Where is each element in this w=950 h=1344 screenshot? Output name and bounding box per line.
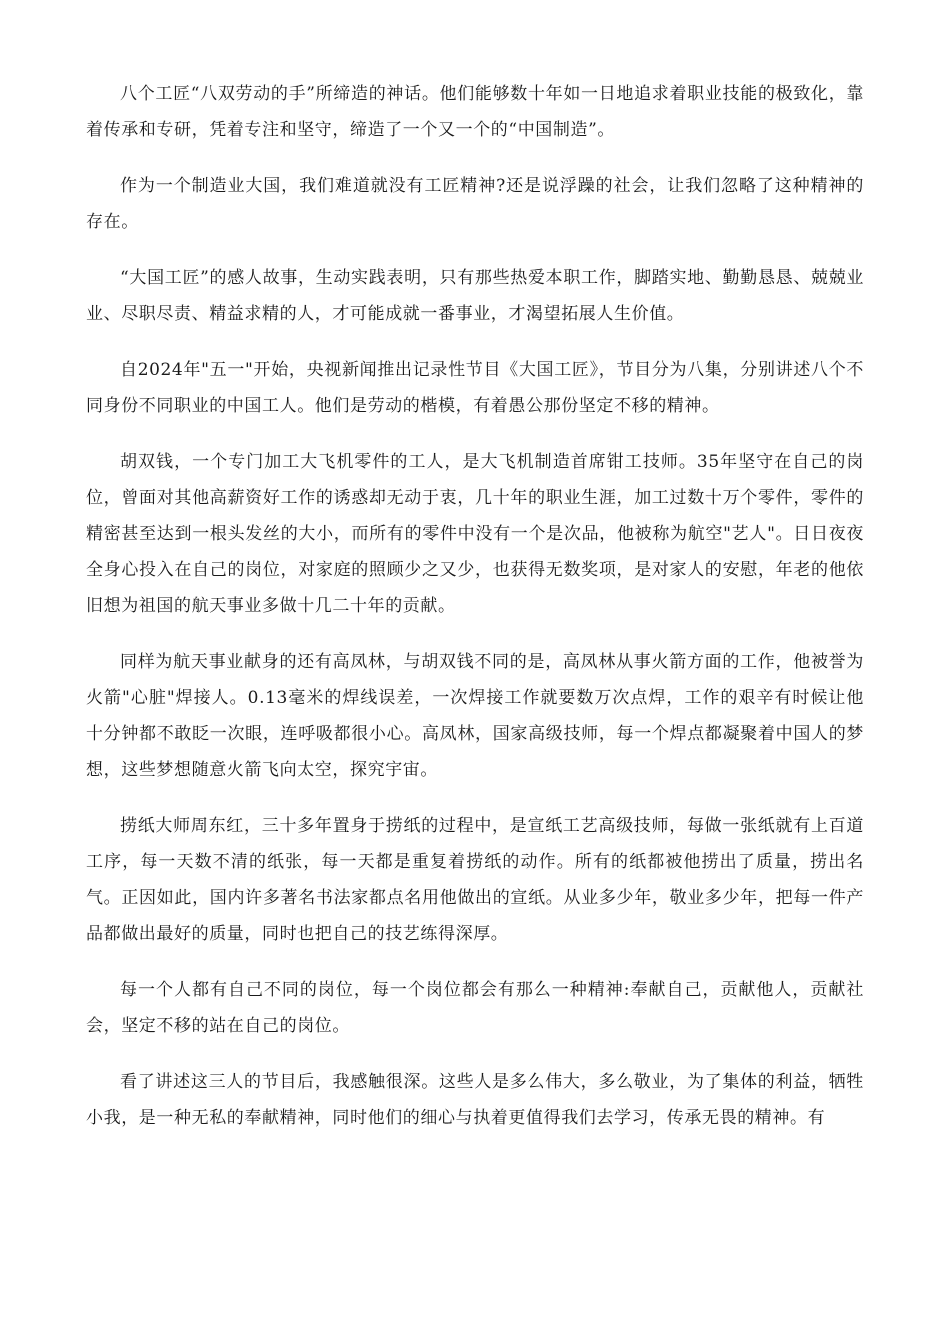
article-body bbox=[86, 76, 864, 1156]
paragraph-2: 作为一个制造业大国，我们难道就没有工匠精神?还是说浮躁的社会，让我们忽略了这种精神的存在。 bbox=[86, 176, 864, 232]
paragraph-5: 胡双钱，一个专门加工大飞机零件的工人，是大飞机制造首席钳工技师。35年坚守在自己的岗位，曾面对其他高薪资好工作的诱惑却无动于衷，几十年的职业生涯，加工过数十万个零件，零件的精密甚至达到一根头发丝的大小，而所有的零件中没有一个是次品，他被称为航空"艺人"。日日夜夜全身心投入在自己的岗位，对家庭的照顾少之又少，也获得无数奖项，是对家人的安慰，年老的他依旧想为祖国的航天事业多做十几二十年的贡献。 bbox=[86, 452, 864, 616]
paragraph-1: 八个工匠“八双劳动的手”所缔造的神话。他们能够数十年如一日地追求着职业技能的极致化，靠着传承和专研，凭着专注和坚守，缔造了一个又一个的“中国制造”。 bbox=[86, 84, 864, 140]
paragraph-6: 同样为航天事业献身的还有高凤林，与胡双钱不同的是，高凤林从事火箭方面的工作，他被誉为火箭"心脏"焊接人。0.13毫米的焊线误差，一次焊接工作就要数万次点焊，工作的艰辛有时候让他十分钟都不敢眨一次眼，连呼吸都很小心。高凤林，国家高级技师，每一个焊点都凝聚着中国人的梦想，这些梦想随意火箭飞向太空，探究宇宙。 bbox=[86, 652, 864, 780]
paragraph-9: 看了讲述这三人的节目后，我感触很深。这些人是多么伟大，多么敬业，为了集体的利益，牺牲小我，是一种无私的奉献精神，同时他们的细心与执着更值得我们去学习，传承无畏的精神。有 bbox=[86, 1072, 864, 1128]
paragraph-3: “大国工匠”的感人故事，生动实践表明，只有那些热爱本职工作，脚踏实地、勤勤恳恳、兢兢业业、尽职尽责、精益求精的人，才可能成就一番事业，才渴望拓展人生价值。 bbox=[86, 268, 864, 324]
paragraph-8: 每一个人都有自己不同的岗位，每一个岗位都会有那么一种精神:奉献自己，贡献他人，贡献社会，坚定不移的站在自己的岗位。 bbox=[86, 980, 864, 1036]
paragraph-7: 捞纸大师周东红，三十多年置身于捞纸的过程中，是宣纸工艺高级技师，每做一张纸就有上百道工序，每一天数不清的纸张，每一天都是重复着捞纸的动作。所有的纸都被他捞出了质量，捞出名气。正因如此，国内许多著名书法家都点名用他做出的宣纸。从业多少年，敬业多少年，把每一件产品都做出最好的质量，同时也把自己的技艺练得深厚。 bbox=[86, 816, 864, 944]
paragraph-4: 自2024年"五一"开始，央视新闻推出记录性节目《大国工匠》，节目分为八集，分别讲述八个不同身份不同职业的中国工人。他们是劳动的楷模，有着愚公那份坚定不移的精神。 bbox=[86, 360, 864, 416]
